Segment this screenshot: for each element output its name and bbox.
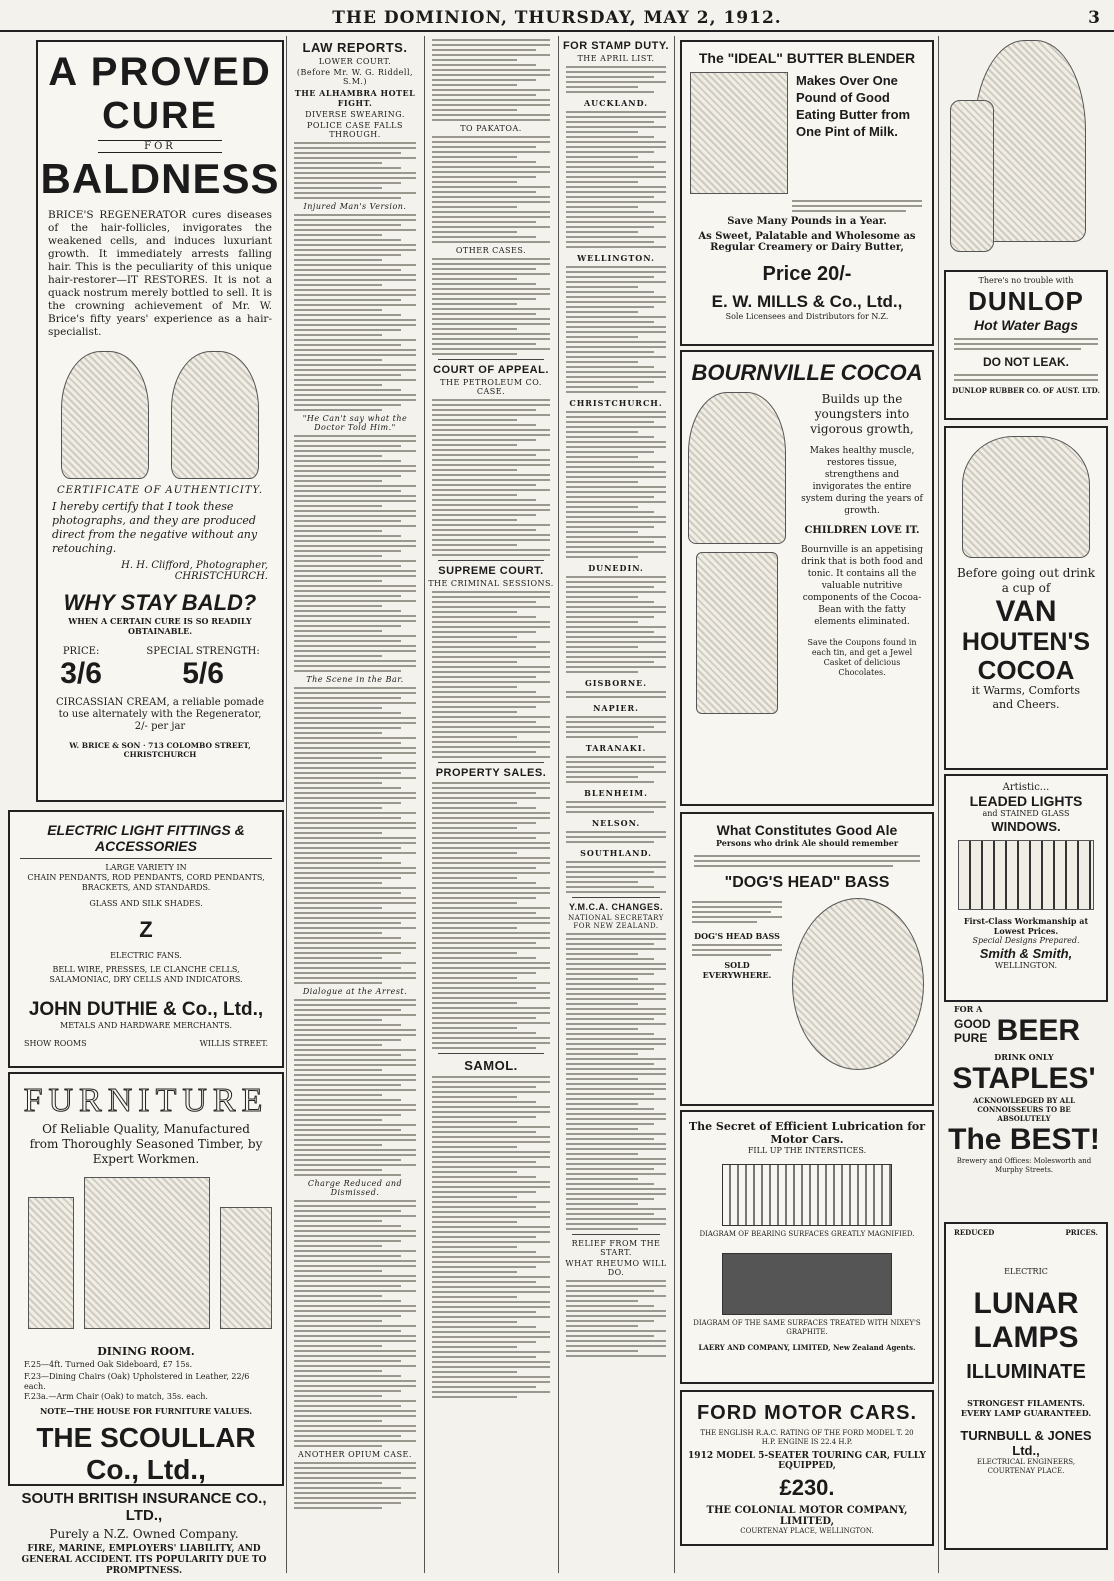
lamps-l4: ILLUMINATE bbox=[966, 1361, 1086, 1383]
beer-l6: ACKNOWLEDGED BY ALL CONNOISSEURS TO BE ABSOLUTELY bbox=[972, 1096, 1076, 1123]
law-h5: "He Can't say what the Doctor Told Him." bbox=[302, 414, 408, 432]
beer-l5: DRINK ONLY bbox=[994, 1052, 1054, 1062]
cocoa-line3: Bournville is an appetising drink that is both food and tonic. It contains all the valuable nutritive components of the Cocoa-Bean with the fatty elements eliminated. bbox=[801, 545, 923, 627]
cocoa-brand: BOURNVILLE COCOA bbox=[691, 360, 923, 385]
glass-l4: WINDOWS. bbox=[991, 819, 1061, 834]
ymca-sub: NATIONAL SECRETARY FOR NEW ZEALAND. bbox=[568, 914, 664, 930]
why-stay-bald: WHY STAY BALD? bbox=[63, 590, 257, 615]
town-christchurch: CHRISTCHURCH. bbox=[569, 398, 663, 408]
lamps-left: REDUCED bbox=[954, 1228, 995, 1237]
mid-h5: SUPREME COURT. bbox=[438, 565, 544, 577]
cocoa-line1: Builds up the youngsters into vigorous growth, bbox=[810, 392, 914, 436]
masthead-title: THE DOMINION, THURSDAY, MAY 2, 1912. bbox=[332, 8, 782, 28]
furniture-sub: Of Reliable Quality, Manufactured from Thoroughly Seasoned Timber, by Expert Workmen. bbox=[29, 1122, 263, 1166]
ford-rating: THE ENGLISH R.A.C. RATING OF THE FORD MODEL T. 20 H.P. ENGINE IS 22.4 H.P. bbox=[700, 1429, 914, 1446]
cocoa-line2: Makes healthy muscle, restores tissue, strengthens and invigorates the entire system during the years of growth. bbox=[801, 446, 923, 516]
sideboard-illustration bbox=[84, 1177, 210, 1329]
lamps-l6: EVERY LAMP GUARANTEED. bbox=[960, 1408, 1092, 1418]
mid-h6: THE CRIMINAL SESSIONS. bbox=[428, 579, 554, 588]
butter-firm-sub: Sole Licensees and Distributors for N.Z. bbox=[725, 312, 889, 321]
stamp-sub: THE APRIL LIST. bbox=[577, 54, 655, 63]
electric-firm: JOHN DUTHIE & Co., Ltd., bbox=[28, 999, 264, 1020]
stained-glass-windows-illustration bbox=[958, 840, 1094, 910]
cocoa-tin-illustration bbox=[696, 552, 778, 714]
bearing-diagram-plain bbox=[722, 1164, 892, 1226]
baldness-maker: W. BRICE & SON · 713 COLOMBO STREET, CHRISTCHURCH bbox=[69, 741, 251, 759]
butter-title: The "IDEAL" BUTTER BLENDER bbox=[698, 50, 916, 66]
ymca-title: Y.M.C.A. CHANGES. bbox=[568, 902, 663, 912]
lub-title: The Secret of Efficient Lubrication for Motor Cars. bbox=[688, 1120, 926, 1146]
dunlop-leak: DO NOT LEAK. bbox=[983, 355, 1069, 369]
furniture-item-3: F.23a.—Arm Chair (Oak) to match, 35s. each. bbox=[24, 1392, 208, 1401]
dunlop-brand: DUNLOP bbox=[968, 286, 1084, 316]
furniture-room: DINING ROOM. bbox=[97, 1345, 195, 1358]
ad-dunlop bbox=[944, 40, 1108, 420]
ale-sub: Persons who drink Ale should remember bbox=[715, 838, 899, 848]
hot-water-bag-illustration bbox=[950, 100, 994, 252]
beer-brand: STAPLES' bbox=[952, 1062, 1096, 1095]
lamps-firm-sub: ELECTRICAL ENGINEERS, COURTENAY PLACE. bbox=[976, 1458, 1076, 1475]
town-auckland: AUCKLAND. bbox=[583, 98, 649, 108]
lamps-l3: LAMPS bbox=[973, 1321, 1079, 1354]
ford-title: FORD MOTOR CARS. bbox=[696, 1402, 918, 1424]
ale-brand: "DOG'S HEAD" BASS bbox=[724, 874, 890, 891]
law-h2: DIVERSE SWEARING. bbox=[305, 110, 405, 119]
furniture-item-2: F.23—Dining Chairs (Oak) Upholstered in Leather, 22/6 each. bbox=[24, 1372, 250, 1391]
law-h6: The Scene in the Bar. bbox=[306, 675, 404, 684]
chair-illustration-left bbox=[28, 1197, 74, 1329]
ad-bournville-cocoa bbox=[680, 350, 934, 806]
furniture-title: FURNITURE bbox=[23, 1082, 269, 1119]
price-label: PRICE: bbox=[62, 646, 100, 657]
bald-head-photo-left bbox=[61, 351, 149, 479]
mid-h4: THE PETROLEUM CO. CASE. bbox=[440, 378, 542, 396]
mid-h1: TO PAKATOA. bbox=[460, 124, 522, 133]
electric-foot-right: WILLIS STREET. bbox=[199, 1039, 268, 1048]
butter-blender-illustration bbox=[690, 72, 788, 194]
town-wellington: WELLINGTON. bbox=[577, 253, 655, 263]
butter-claim: Makes Over One Pound of Good Eating Butter from One Pint of Milk. bbox=[796, 73, 911, 139]
glass-place: WELLINGTON. bbox=[994, 961, 1058, 970]
electric-l4: ELECTRIC FANS. bbox=[110, 951, 182, 960]
ad-ford-motor-cars bbox=[680, 1390, 934, 1546]
glass-l5: First-Class Workmanship at Lowest Prices. bbox=[963, 916, 1089, 936]
cocoa-coupons: Save the Coupons found in each tin, and get a Jewel Casket of delicious Chocolates. bbox=[807, 638, 917, 677]
dunlop-box bbox=[944, 270, 1108, 420]
baldness-line2: CURE bbox=[102, 95, 218, 137]
glass-l3: and STAINED GLASS bbox=[982, 809, 1070, 818]
ale-title: What Constitutes Good Ale bbox=[716, 822, 898, 838]
insurance-title: SOUTH BRITISH INSURANCE CO., LTD., bbox=[21, 1490, 267, 1524]
ad-lunar-lamps bbox=[944, 1222, 1108, 1550]
cocoa-love: CHILDREN LOVE IT. bbox=[804, 525, 920, 536]
electric-l3: GLASS AND SILK SHADES. bbox=[89, 899, 203, 908]
mid-h8: SAMOL. bbox=[464, 1058, 518, 1073]
furniture-note: NOTE—THE HOUSE FOR FURNITURE VALUES. bbox=[39, 1406, 253, 1416]
baldness-line3: FOR bbox=[98, 140, 222, 153]
ale-label: DOG'S HEAD BASS bbox=[694, 931, 780, 941]
ad-van-houtens bbox=[944, 426, 1108, 770]
lamps-right: PRICES. bbox=[1065, 1228, 1098, 1237]
relief-sub: WHAT RHEUMO WILL DO. bbox=[565, 1259, 667, 1277]
masthead bbox=[0, 8, 1114, 32]
bearing-diagram-graphite bbox=[722, 1253, 892, 1315]
beer-l2: GOOD bbox=[954, 1017, 991, 1031]
vh-brand3: COCOA bbox=[977, 655, 1075, 685]
arm-chair-illustration bbox=[220, 1207, 272, 1329]
special-value: 5/6 bbox=[182, 657, 224, 690]
lamps-l1: ELECTRIC bbox=[1004, 1267, 1048, 1276]
vh-brand1: VAN bbox=[995, 595, 1057, 628]
electric-z-mark: Z bbox=[139, 917, 153, 942]
ad-staples-beer bbox=[944, 1004, 1104, 1214]
electric-foot-left: SHOW ROOMS bbox=[24, 1039, 87, 1048]
stamp-title: FOR STAMP DUTY. bbox=[562, 40, 670, 52]
lamps-firm: TURNBULL & JONES Ltd., bbox=[960, 1428, 1092, 1458]
butter-sweet: As Sweet, Palatable and Wholesome as Regular Creamery or Dairy Butter, bbox=[698, 231, 916, 253]
lub-firm: LAERY AND COMPANY, LIMITED, New Zealand Agents. bbox=[698, 1343, 916, 1352]
woman-in-hat-illustration bbox=[962, 436, 1090, 558]
law-h3: POLICE CASE FALLS THROUGH. bbox=[307, 121, 403, 139]
butter-price: Price 20/- bbox=[762, 263, 852, 285]
glass-l6: Special Designs Prepared. bbox=[972, 936, 1080, 945]
ford-place: COURTENAY PLACE, WELLINGTON. bbox=[740, 1527, 874, 1535]
ad-baldness bbox=[36, 40, 284, 802]
column-middle-news bbox=[428, 36, 554, 1573]
ad-motor-lubrication bbox=[680, 1110, 934, 1384]
butter-save: Save Many Pounds in a Year. bbox=[727, 216, 887, 227]
electric-l5: BELL WIRE, PRESSES, LE CLANCHE CELLS, SALAMONIAC, DRY CELLS AND INDICATORS. bbox=[49, 965, 243, 984]
relief-title: RELIEF FROM THE START. bbox=[571, 1239, 661, 1257]
town-blenheim: BLENHEIM. bbox=[584, 788, 648, 798]
beer-addr: Brewery and Offices: Molesworth and Murphy Streets. bbox=[956, 1157, 1092, 1174]
baldness-line1: A PROVED bbox=[48, 50, 272, 94]
electric-title: ELECTRIC LIGHT FITTINGS & ACCESSORIES bbox=[47, 822, 245, 854]
cream-text: CIRCASSIAN CREAM, a reliable pomade to use alternately with the Regenerator, 2/- per jar bbox=[55, 697, 264, 732]
child-illustration bbox=[688, 392, 786, 544]
town-gisborne: GISBORNE. bbox=[584, 678, 648, 688]
beer-l3: PURE bbox=[954, 1031, 988, 1045]
town-southland: SOUTHLAND. bbox=[580, 848, 652, 858]
glass-firm: Smith & Smith, bbox=[979, 946, 1073, 961]
law-h9: ANOTHER OPIUM CASE. bbox=[298, 1450, 412, 1459]
mid-h7: PROPERTY SALES. bbox=[435, 767, 547, 779]
law-h8: Charge Reduced and Dismissed. bbox=[307, 1179, 403, 1197]
ad-butter-blender bbox=[680, 40, 934, 346]
ad-furniture bbox=[8, 1072, 284, 1486]
dunlop-firm: DUNLOP RUBBER CO. OF AUST. LTD. bbox=[952, 386, 1100, 395]
certificate-sign: H. H. Clifford, Photographer, CHRISTCHURCH. bbox=[121, 560, 268, 582]
mid-h2: OTHER CASES. bbox=[455, 246, 527, 255]
vh-tag: it Warms, Comforts and Cheers. bbox=[971, 684, 1081, 711]
town-taranaki: TARANAKI. bbox=[585, 743, 647, 753]
ford-model: 1912 MODEL 5-SEATER TOURING CAR, FULLY EQUIPPED, bbox=[688, 1451, 926, 1471]
certificate-body: I hereby certify that I took these photographs, and they are produced direct from the negative without any retouching. bbox=[52, 500, 258, 555]
lamps-l5: STRONGEST FILAMENTS. bbox=[967, 1398, 1085, 1408]
beer-l1: FOR A bbox=[954, 1004, 983, 1014]
beer-best: The BEST! bbox=[948, 1123, 1100, 1156]
ad-electric-fittings bbox=[8, 810, 284, 1068]
law-title: LAW REPORTS. bbox=[302, 40, 408, 55]
bald-head-photo-right bbox=[171, 351, 259, 479]
furniture-item-1: F.25—4ft. Turned Oak Sideboard, £7 15s. bbox=[24, 1360, 193, 1369]
dogs-head-bottle-label bbox=[792, 898, 924, 1070]
column-law-reports bbox=[290, 36, 420, 1573]
town-dunedin: DUNEDIN. bbox=[588, 563, 644, 573]
dunlop-product: Hot Water Bags bbox=[974, 317, 1078, 333]
furniture-firm: THE SCOULLAR Co., Ltd., bbox=[36, 1422, 256, 1485]
town-nelson: NELSON. bbox=[591, 818, 641, 828]
lub-cap1: DIAGRAM OF BEARING SURFACES GREATLY MAGNIFIED. bbox=[699, 1230, 915, 1238]
electric-l1: LARGE VARIETY IN bbox=[105, 863, 187, 872]
why-sub: WHEN A CERTAIN CURE IS SO READILY OBTAINABLE. bbox=[68, 616, 252, 636]
ad-dogs-head-bass bbox=[680, 812, 934, 1106]
electric-firm-sub: METALS AND HARDWARE MERCHANTS. bbox=[60, 1021, 232, 1030]
page-number: 3 bbox=[1088, 8, 1100, 28]
column-stamp-duty bbox=[562, 36, 670, 1573]
baldness-body: BRICE'S REGENERATOR cures diseases of the hair-follicles, invigorates the weakened cells, and induces luxuriant growth. It immediately arrests falling hair. This is the peculiarity of this unique hair-restorer—IT RESTORES. It is not a quack nostrum merely bottled to sell. It is the crowning achievement of Mr. W. Brice's fifty years' experience as a hair-specialist. bbox=[48, 209, 272, 338]
insurance-sub: Purely a N.Z. Owned Company. bbox=[49, 1527, 239, 1541]
law-court: LOWER COURT. bbox=[318, 57, 392, 66]
ford-price: £230. bbox=[779, 1475, 835, 1500]
lub-sub: FILL UP THE INTERSTICES. bbox=[747, 1146, 867, 1155]
vh-brand2: HOUTEN'S bbox=[961, 628, 1091, 656]
law-h4: Injured Man's Version. bbox=[303, 202, 407, 211]
ale-sold: SOLD EVERYWHERE. bbox=[702, 960, 772, 980]
electric-l2: CHAIN PENDANTS, ROD PENDANTS, CORD PENDANTS, BRACKETS, AND STANDARDS. bbox=[27, 873, 265, 892]
mid-h3: COURT OF APPEAL. bbox=[433, 364, 549, 376]
ford-firm: THE COLONIAL MOTOR COMPANY, LIMITED, bbox=[706, 1505, 908, 1527]
baldness-line4: BALDNESS bbox=[40, 155, 280, 202]
law-h1: THE ALHAMBRA HOTEL FIGHT. bbox=[294, 88, 416, 108]
ad-leaded-lights bbox=[944, 774, 1108, 1002]
beer-l4: BEER bbox=[996, 1014, 1081, 1047]
glass-l2: LEADED LIGHTS bbox=[969, 793, 1083, 809]
insurance-foot: FIRE, MARINE, EMPLOYERS' LIABILITY, AND GENERAL ACCIDENT. ITS POPULARITY DUE TO PROMPTNESS. bbox=[21, 1544, 267, 1576]
lub-cap2: DIAGRAM OF THE SAME SURFACES TREATED WITH NIXEY'S GRAPHITE. bbox=[693, 1319, 921, 1336]
vh-line1: Before going out drink a cup of bbox=[956, 566, 1096, 595]
ad-insurance bbox=[8, 1490, 280, 1574]
glass-l1: Artistic... bbox=[1002, 782, 1050, 793]
price-value: 3/6 bbox=[60, 657, 102, 690]
special-label: SPECIAL STRENGTH: bbox=[146, 646, 260, 657]
certificate-title: CERTIFICATE OF AUTHENTICITY. bbox=[56, 485, 264, 496]
butter-firm: E. W. MILLS & Co., Ltd., bbox=[711, 292, 903, 311]
dunlop-l1: There's no trouble with bbox=[978, 276, 1074, 285]
law-before: (Before Mr. W. G. Riddell, S.M.) bbox=[296, 68, 414, 86]
town-napier: NAPIER. bbox=[593, 703, 639, 713]
lamps-l2: LUNAR bbox=[973, 1287, 1079, 1320]
law-h7: Dialogue at the Arrest. bbox=[302, 987, 408, 996]
